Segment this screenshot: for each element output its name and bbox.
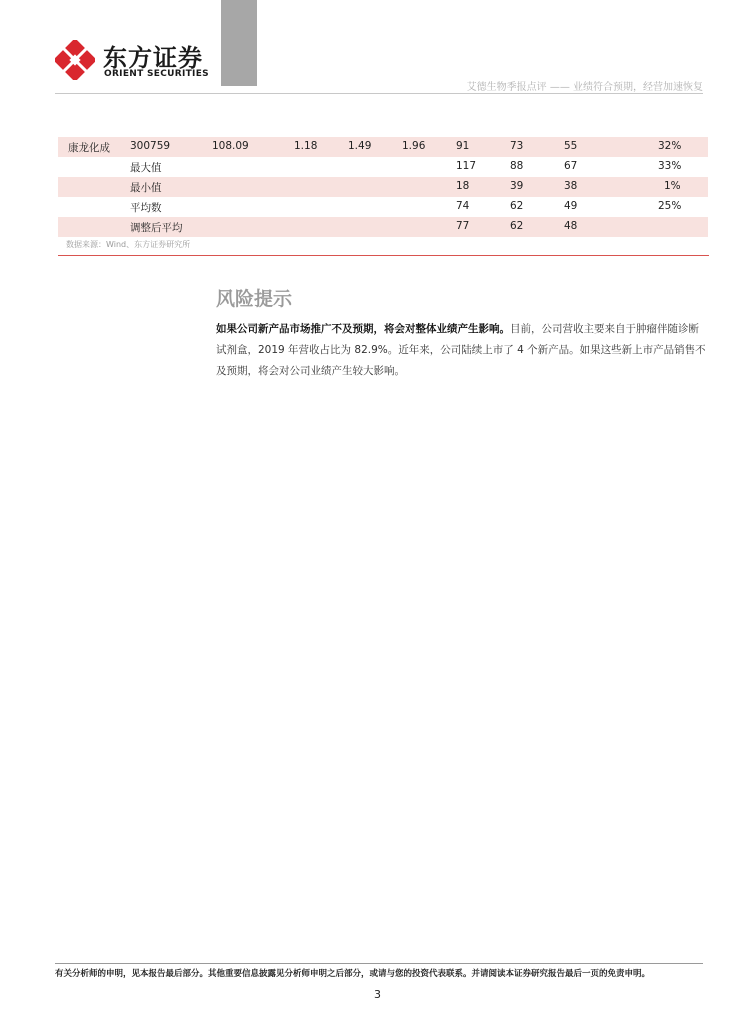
- stat-label: 调整后平均: [130, 222, 183, 234]
- stat-label: 最小值: [130, 182, 162, 194]
- report-title: 艾德生物季报点评 —— 业绩符合预期，经营加速恢复: [466, 82, 703, 93]
- pe-2020: 77: [456, 220, 470, 232]
- orient-securities-logo: [55, 40, 95, 80]
- pe-2021: 62: [510, 220, 524, 232]
- risk-section-title: 风险提示: [216, 288, 293, 310]
- growth-rate: 32%: [658, 140, 682, 152]
- pe-2020: 18: [456, 180, 470, 192]
- table-row: [58, 137, 708, 157]
- pe-2022: 38: [564, 180, 578, 192]
- header-divider: [55, 93, 703, 94]
- table-bottom-rule: [58, 255, 709, 256]
- pe-2021: 88: [510, 160, 524, 172]
- data-source-note: 数据来源：Wind、东方证券研究所: [66, 240, 191, 249]
- eps-2020: 1.18: [294, 140, 318, 152]
- risk-paragraph: [216, 319, 706, 382]
- table-row: [58, 217, 708, 237]
- eps-2021: 1.49: [348, 140, 372, 152]
- brand-name-en: ORIENT SECURITIES: [104, 69, 209, 79]
- table-row: [58, 157, 708, 177]
- table-row: [58, 197, 708, 217]
- risk-body-text: 目前，公司营收主要来自于肿瘤伴随诊断试剂盒，2019 年营收占比为 82.9%。近年来，公司陆续上市了 4 个新产品。如果这些新上市产品销售不及预期，将会对公司业绩产生较大影响。: [216, 323, 706, 377]
- pe-2020: 117: [456, 160, 477, 172]
- pe-2021: 62: [510, 200, 524, 212]
- stat-label: 最大值: [130, 162, 162, 174]
- footer-divider: [55, 963, 703, 964]
- pe-2022: 67: [564, 160, 578, 172]
- header-decor-bar: [221, 0, 257, 86]
- brand-name-cn: 东方证券: [103, 44, 203, 72]
- valuation-table: [58, 137, 708, 237]
- pe-2020: 91: [456, 140, 470, 152]
- table-row: [58, 177, 708, 197]
- pe-2021: 73: [510, 140, 524, 152]
- growth-rate: 25%: [658, 200, 682, 212]
- eps-2022: 1.96: [402, 140, 426, 152]
- growth-rate: 1%: [664, 180, 681, 192]
- pe-2022: 48: [564, 220, 578, 232]
- company-name: 康龙化成: [68, 142, 110, 154]
- stat-label: 平均数: [130, 202, 162, 214]
- pe-2020: 74: [456, 200, 470, 212]
- pe-2022: 55: [564, 140, 578, 152]
- growth-rate: 33%: [658, 160, 682, 172]
- risk-lead-sentence: 如果公司新产品市场推广不及预期，将会对整体业绩产生影响。: [216, 323, 510, 335]
- stock-price: 108.09: [212, 140, 249, 152]
- pe-2022: 49: [564, 200, 578, 212]
- stock-code: 300759: [130, 140, 171, 152]
- footer-disclaimer: 有关分析师的申明，见本报告最后部分。其他重要信息披露见分析师申明之后部分，或请与您的投资代表联系。并请阅读本证券研究报告最后一页的免责申明。: [55, 969, 651, 979]
- page-number: 3: [374, 988, 381, 1001]
- pe-2021: 39: [510, 180, 524, 192]
